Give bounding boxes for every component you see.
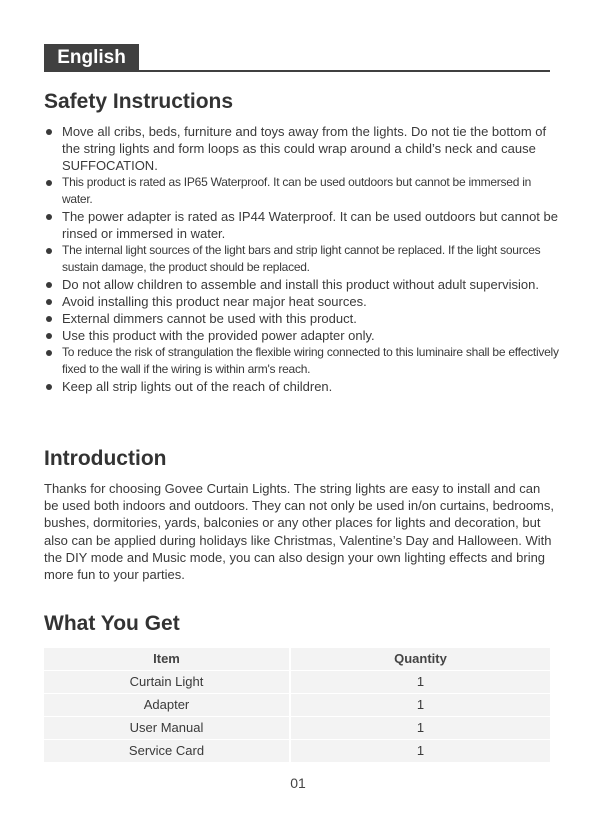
safety-heading: Safety Instructions [44, 90, 234, 113]
safety-item: Move all cribs, beds, furniture and toys away from the lights. Do not tie the bottom of the string lights and form loops as this could wrap around a child’s neck and cause SUFFOCATION. [44, 123, 559, 174]
table-row [44, 717, 550, 740]
table-row [44, 671, 550, 694]
item-cell: User Manual [44, 717, 289, 739]
safety-item: This product is rated as IP65 Waterproof. It can be used outdoors but cannot be immersed in water. [44, 174, 559, 208]
table-row [44, 694, 550, 717]
safety-list [44, 123, 559, 395]
item-cell: Curtain Light [44, 671, 289, 693]
page-number: 01 [290, 775, 306, 791]
quantity-cell: 1 [291, 694, 550, 716]
safety-item: The power adapter is rated as IP44 Waterproof. It can be used outdoors but cannot be rinsed or immersed in water. [44, 208, 559, 242]
header-rule [139, 70, 550, 72]
safety-item: Do not allow children to assemble and install this product without adult supervision. [44, 276, 559, 293]
safety-item: Use this product with the provided power adapter only. [44, 327, 559, 344]
intro-heading: Introduction [44, 447, 167, 470]
table-header-row [44, 648, 550, 671]
language-tab: English [44, 44, 139, 72]
quantity-cell: 1 [291, 717, 550, 739]
safety-item: The internal light sources of the light bars and strip light cannot be replaced. If the light sources sustain damage, the product should be replaced. [44, 242, 559, 276]
column-header-item: Item [44, 648, 289, 670]
safety-item: External dimmers cannot be used with this product. [44, 310, 559, 327]
table-row [44, 740, 550, 763]
quantity-cell: 1 [291, 671, 550, 693]
contents-table [44, 648, 550, 763]
item-cell: Service Card [44, 740, 289, 762]
safety-item: To reduce the risk of strangulation the flexible wiring connected to this luminaire shall be effectively fixed to the wall if the wiring is within arm's reach. [44, 344, 559, 378]
safety-item: Avoid installing this product near major heat sources. [44, 293, 559, 310]
language-header [44, 44, 550, 72]
intro-paragraph: Thanks for choosing Govee Curtain Lights. The string lights are easy to install and can be used both indoors and outdoors. They can not only be used in/on curtains, bedrooms, bushes, dormitories, yards, balconies or any other places for lights and decoration, but also can be applied during holidays like Christmas, Valentine’s Day and Halloween. With the DIY mode and Music mode, you can also design your own lighting effects and bring more fun to your parties. [44, 481, 554, 583]
quantity-cell: 1 [291, 740, 550, 762]
safety-item: Keep all strip lights out of the reach of children. [44, 378, 559, 395]
item-cell: Adapter [44, 694, 289, 716]
contents-heading: What You Get [44, 612, 180, 635]
column-header-quantity: Quantity [291, 648, 550, 670]
